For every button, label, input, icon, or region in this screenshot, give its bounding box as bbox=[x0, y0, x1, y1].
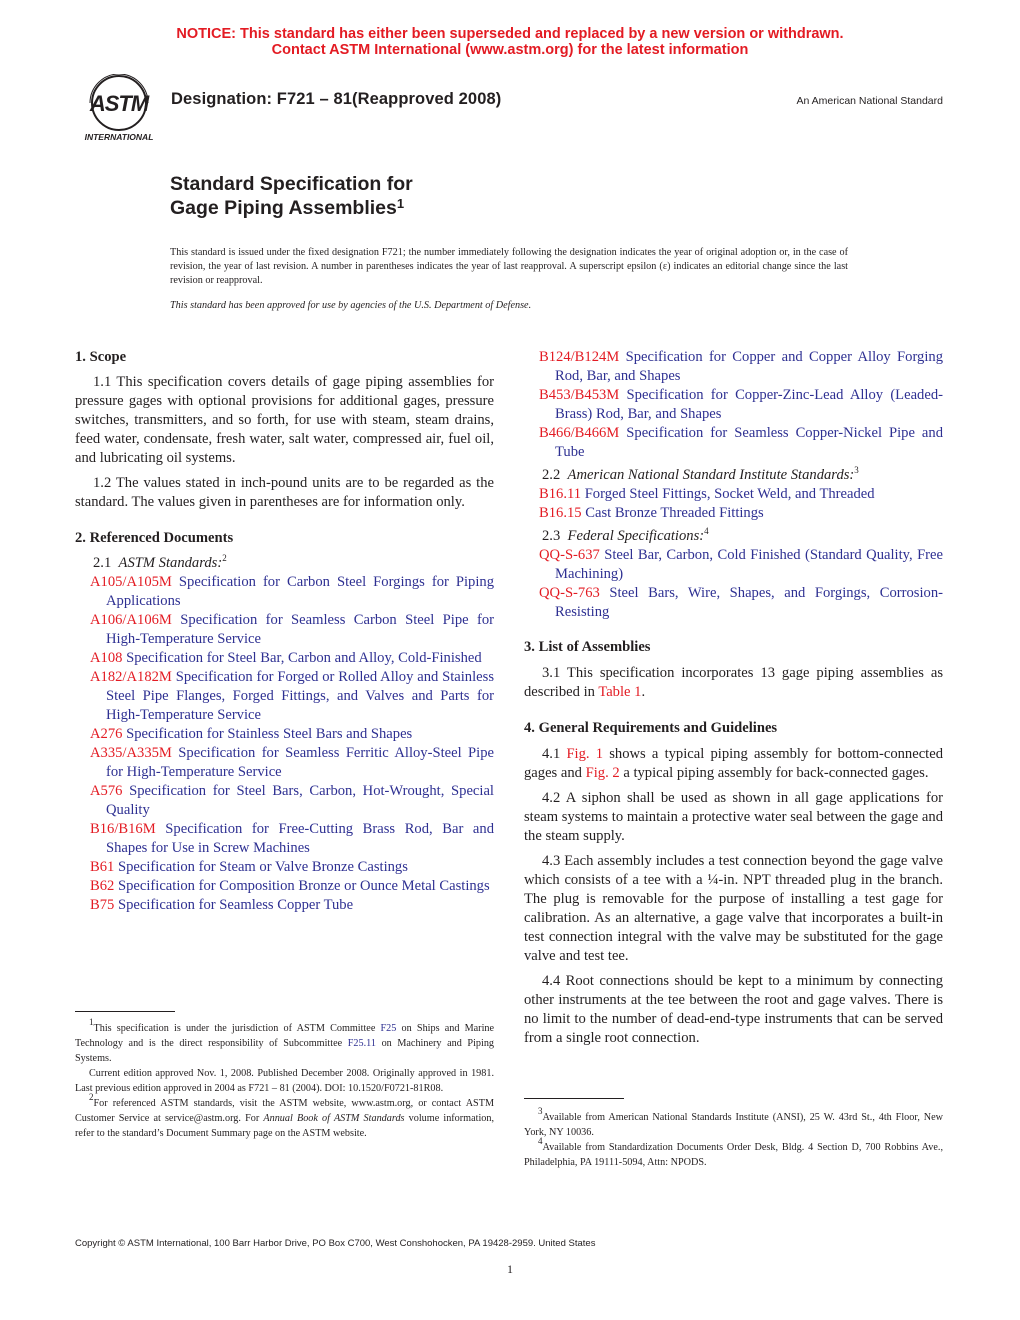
notice-line-1: NOTICE: This standard has either been superseded and replaced by a new version or withdrawn. bbox=[176, 26, 844, 42]
page-number: 1 bbox=[507, 1262, 513, 1276]
notice-line-2: Contact ASTM International (www.astm.org) for the latest information bbox=[271, 42, 749, 58]
ref-item[interactable]: A108 Specification for Steel Bar, Carbon and Alloy, Cold-Finished bbox=[90, 650, 482, 666]
notice-banner bbox=[0, 26, 1020, 58]
footnote-rule-left bbox=[75, 1011, 175, 1012]
ref-item[interactable]: B16.15 Cast Bronze Threaded Fittings bbox=[539, 505, 764, 521]
footnote-1: $^1$This specification is under the jurisdiction of ASTM Committee F25 on Ships and Marine Technology and is the direct responsibility of Subcommittee F25.11 on Machinery and Piping Systems. bbox=[75, 1017, 495, 1064]
general-para-4-1: 4.1 Fig. 1 shows a typical piping assembly for bottom-connected gages and Fig. 2 a typical piping assembly for back-connected gages. bbox=[524, 746, 944, 781]
general-para-4-2: 4.2 A siphon shall be used as shown in all gage applications for steam systems to maintain a protective water seal between the gage and the steam supply. bbox=[524, 790, 943, 844]
title-footnote-mark[interactable]: 1 bbox=[396, 196, 405, 211]
footnote-1-edition: Current edition approved Nov. 1, 2008. Published December 2008. Originally approved in 1981. Last previous edition approved in 2004 as F721 – 81 (2004). DOI: 10.1520/F0721-81R08. bbox=[75, 1068, 494, 1094]
section-general-heading: 4. General Requirements and Guidelines bbox=[524, 720, 778, 736]
footnotes-left bbox=[75, 1017, 495, 1141]
federal-specifications-label: 2.3 Federal Specifications:$^4$ bbox=[542, 526, 709, 544]
logo-subtext: INTERNATIONAL bbox=[84, 132, 154, 142]
footnote-rule-right bbox=[524, 1098, 624, 1099]
ref-item[interactable]: B62 Specification for Composition Bronze or Ounce Metal Castings bbox=[90, 878, 490, 894]
ref-item[interactable]: B75 Specification for Seamless Copper Tube bbox=[90, 897, 354, 913]
ref-item[interactable]: A335/A335M Specification for Seamless Ferritic Alloy-Steel Pipe for High-Temperature Service bbox=[90, 745, 494, 780]
table-1-link[interactable]: Table 1 bbox=[598, 684, 642, 700]
ref-item[interactable]: A106/A106M Specification for Seamless Carbon Steel Pipe for High-Temperature Service bbox=[90, 612, 494, 647]
assemblies-para-3-1: 3.1 This specification incorporates 13 gage piping assemblies as described in Table 1. bbox=[524, 665, 943, 700]
document-title bbox=[170, 172, 413, 220]
astm-standards-label: 2.1 ASTM Standards:$^2$ bbox=[93, 553, 227, 571]
ref-item[interactable]: A182/A182M Specification for Forged or Rolled Alloy and Stainless Steel Pipe Flanges, Forged Fittings, and Valves and Parts for High-Temperature Service bbox=[90, 669, 494, 723]
section-scope-heading: 1. Scope bbox=[75, 349, 127, 365]
ref-item[interactable]: A576 Specification for Steel Bars, Carbon, Hot-Wrought, Special Quality bbox=[90, 783, 494, 818]
fig-1-link[interactable]: Fig. 1 bbox=[566, 746, 604, 762]
title-line-1: Standard Specification for bbox=[170, 173, 413, 195]
general-para-4-3: 4.3 Each assembly includes a test connection beyond the gage valve which consists of a tee with a ¼-in. NPT threaded plug in the branch. The plug is removable for the purpose of installing a test gage for calibration. As an alternative, a gage valve that incorporates a built-in test connection integral with the valve may be substituted for the gage valve and test tee. bbox=[524, 853, 943, 964]
astm-logo bbox=[76, 74, 162, 144]
designation: Designation: F721 – 81(Reapproved 2008) bbox=[171, 90, 502, 108]
ansi-standards-label: 2.2 American National Standard Institute Standards:$^3$ bbox=[542, 465, 859, 483]
general-para-4-4: 4.4 Root connections should be kept to a minimum by connecting other instruments at the tee between the root and gage valves. There is no limit to the number of dead-end-type instruments that can be served from a single root connection. bbox=[524, 973, 943, 1046]
ref-item[interactable]: B61 Specification for Steam or Valve Bronze Castings bbox=[90, 859, 408, 875]
f25-11-link[interactable]: F25.11 bbox=[347, 1038, 376, 1049]
footnotes-right bbox=[524, 1106, 943, 1170]
ref-item[interactable]: QQ-S-637 Steel Bar, Carbon, Cold Finished (Standard Quality, Free Machining) bbox=[539, 547, 943, 582]
astm-logo-icon bbox=[76, 74, 162, 144]
ref-item[interactable]: QQ-S-763 Steel Bars, Wire, Shapes, and Forgings, Corrosion-Resisting bbox=[539, 585, 943, 620]
ref-item[interactable]: B466/B466M Specification for Seamless Copper-Nickel Pipe and Tube bbox=[539, 425, 943, 460]
footnote-3: $^3$Available from American National Standards Institute (ANSI), 25 W. 43rd St., 4th Floor, New York, NY 10036. bbox=[524, 1106, 943, 1138]
scope-para-1-2: 1.2 The values stated in inch-pound units are to be regarded as the standard. The values given in parentheses are for information only. bbox=[75, 475, 494, 510]
footnote-4: $^4$Available from Standardization Documents Order Desk, Bldg. 4 Section D, 700 Robbins Ave., Philadelphia, PA 19111-5094, Attn: NPODS. bbox=[524, 1136, 943, 1168]
ref-item[interactable]: B16/B16M Specification for Free-Cutting Brass Rod, Bar and Shapes for Use in Screw Machines bbox=[90, 821, 495, 856]
right-column bbox=[524, 348, 943, 1048]
fig-2-link[interactable]: Fig. 2 bbox=[585, 765, 620, 781]
footnote-2: $^2$For referenced ASTM standards, visit the ASTM website, www.astm.org, or contact ASTM Customer Service at service@astm.org. For Annual Book of ASTM Standards volume information, refer to the standard’s Document Summary page on the ASTM website. bbox=[75, 1092, 495, 1139]
approved-note: This standard has been approved for use by agencies of the U.S. Department of Defense. bbox=[170, 300, 532, 311]
copyright-line: Copyright © ASTM International, 100 Barr Harbor Drive, PO Box C700, West Conshohocken, PA 19428-2959. United States bbox=[75, 1238, 596, 1249]
section-assemblies-heading: 3. List of Assemblies bbox=[524, 639, 651, 655]
ref-item[interactable]: A105/A105M Specification for Carbon Steel Forgings for Piping Applications bbox=[90, 574, 494, 609]
scope-para-1-1: 1.1 This specification covers details of gage piping assemblies for pressure gages with optional provisions for additional gages, pressure switches, transmitters, and so forth, for use with steam, steam drains, feed water, condensate, fresh water, salt water, compressed air, fuel oil, and lubricating oil systems. bbox=[75, 374, 494, 466]
left-column bbox=[75, 348, 494, 915]
american-national-standard-label: An American National Standard bbox=[796, 95, 943, 107]
title-line-2: Gage Piping Assemblies$^1$ bbox=[170, 196, 405, 219]
ref-item[interactable]: B453/B453M Specification for Copper-Zinc-Lead Alloy (Leaded-Brass) Rod, Bar, and Shapes bbox=[539, 387, 943, 422]
issued-note: This standard is issued under the fixed designation F721; the number immediately following the designation indicates the year of original adoption or, in the case of revision, the year of last revision. A number in parentheses indicates the year of last reapproval. A superscript epsilon (ε) indicates an editorial change since the last revision or reapproval. bbox=[170, 247, 848, 286]
logo-text: ASTM bbox=[89, 91, 149, 116]
ref-item[interactable]: A276 Specification for Stainless Steel Bars and Shapes bbox=[90, 726, 413, 742]
section-refdocs-heading: 2. Referenced Documents bbox=[75, 530, 234, 546]
f25-link[interactable]: F25 bbox=[380, 1023, 397, 1034]
ref-item[interactable]: B124/B124M Specification for Copper and Copper Alloy Forging Rod, Bar, and Shapes bbox=[539, 349, 943, 384]
ref-item[interactable]: B16.11 Forged Steel Fittings, Socket Weld, and Threaded bbox=[539, 486, 875, 502]
